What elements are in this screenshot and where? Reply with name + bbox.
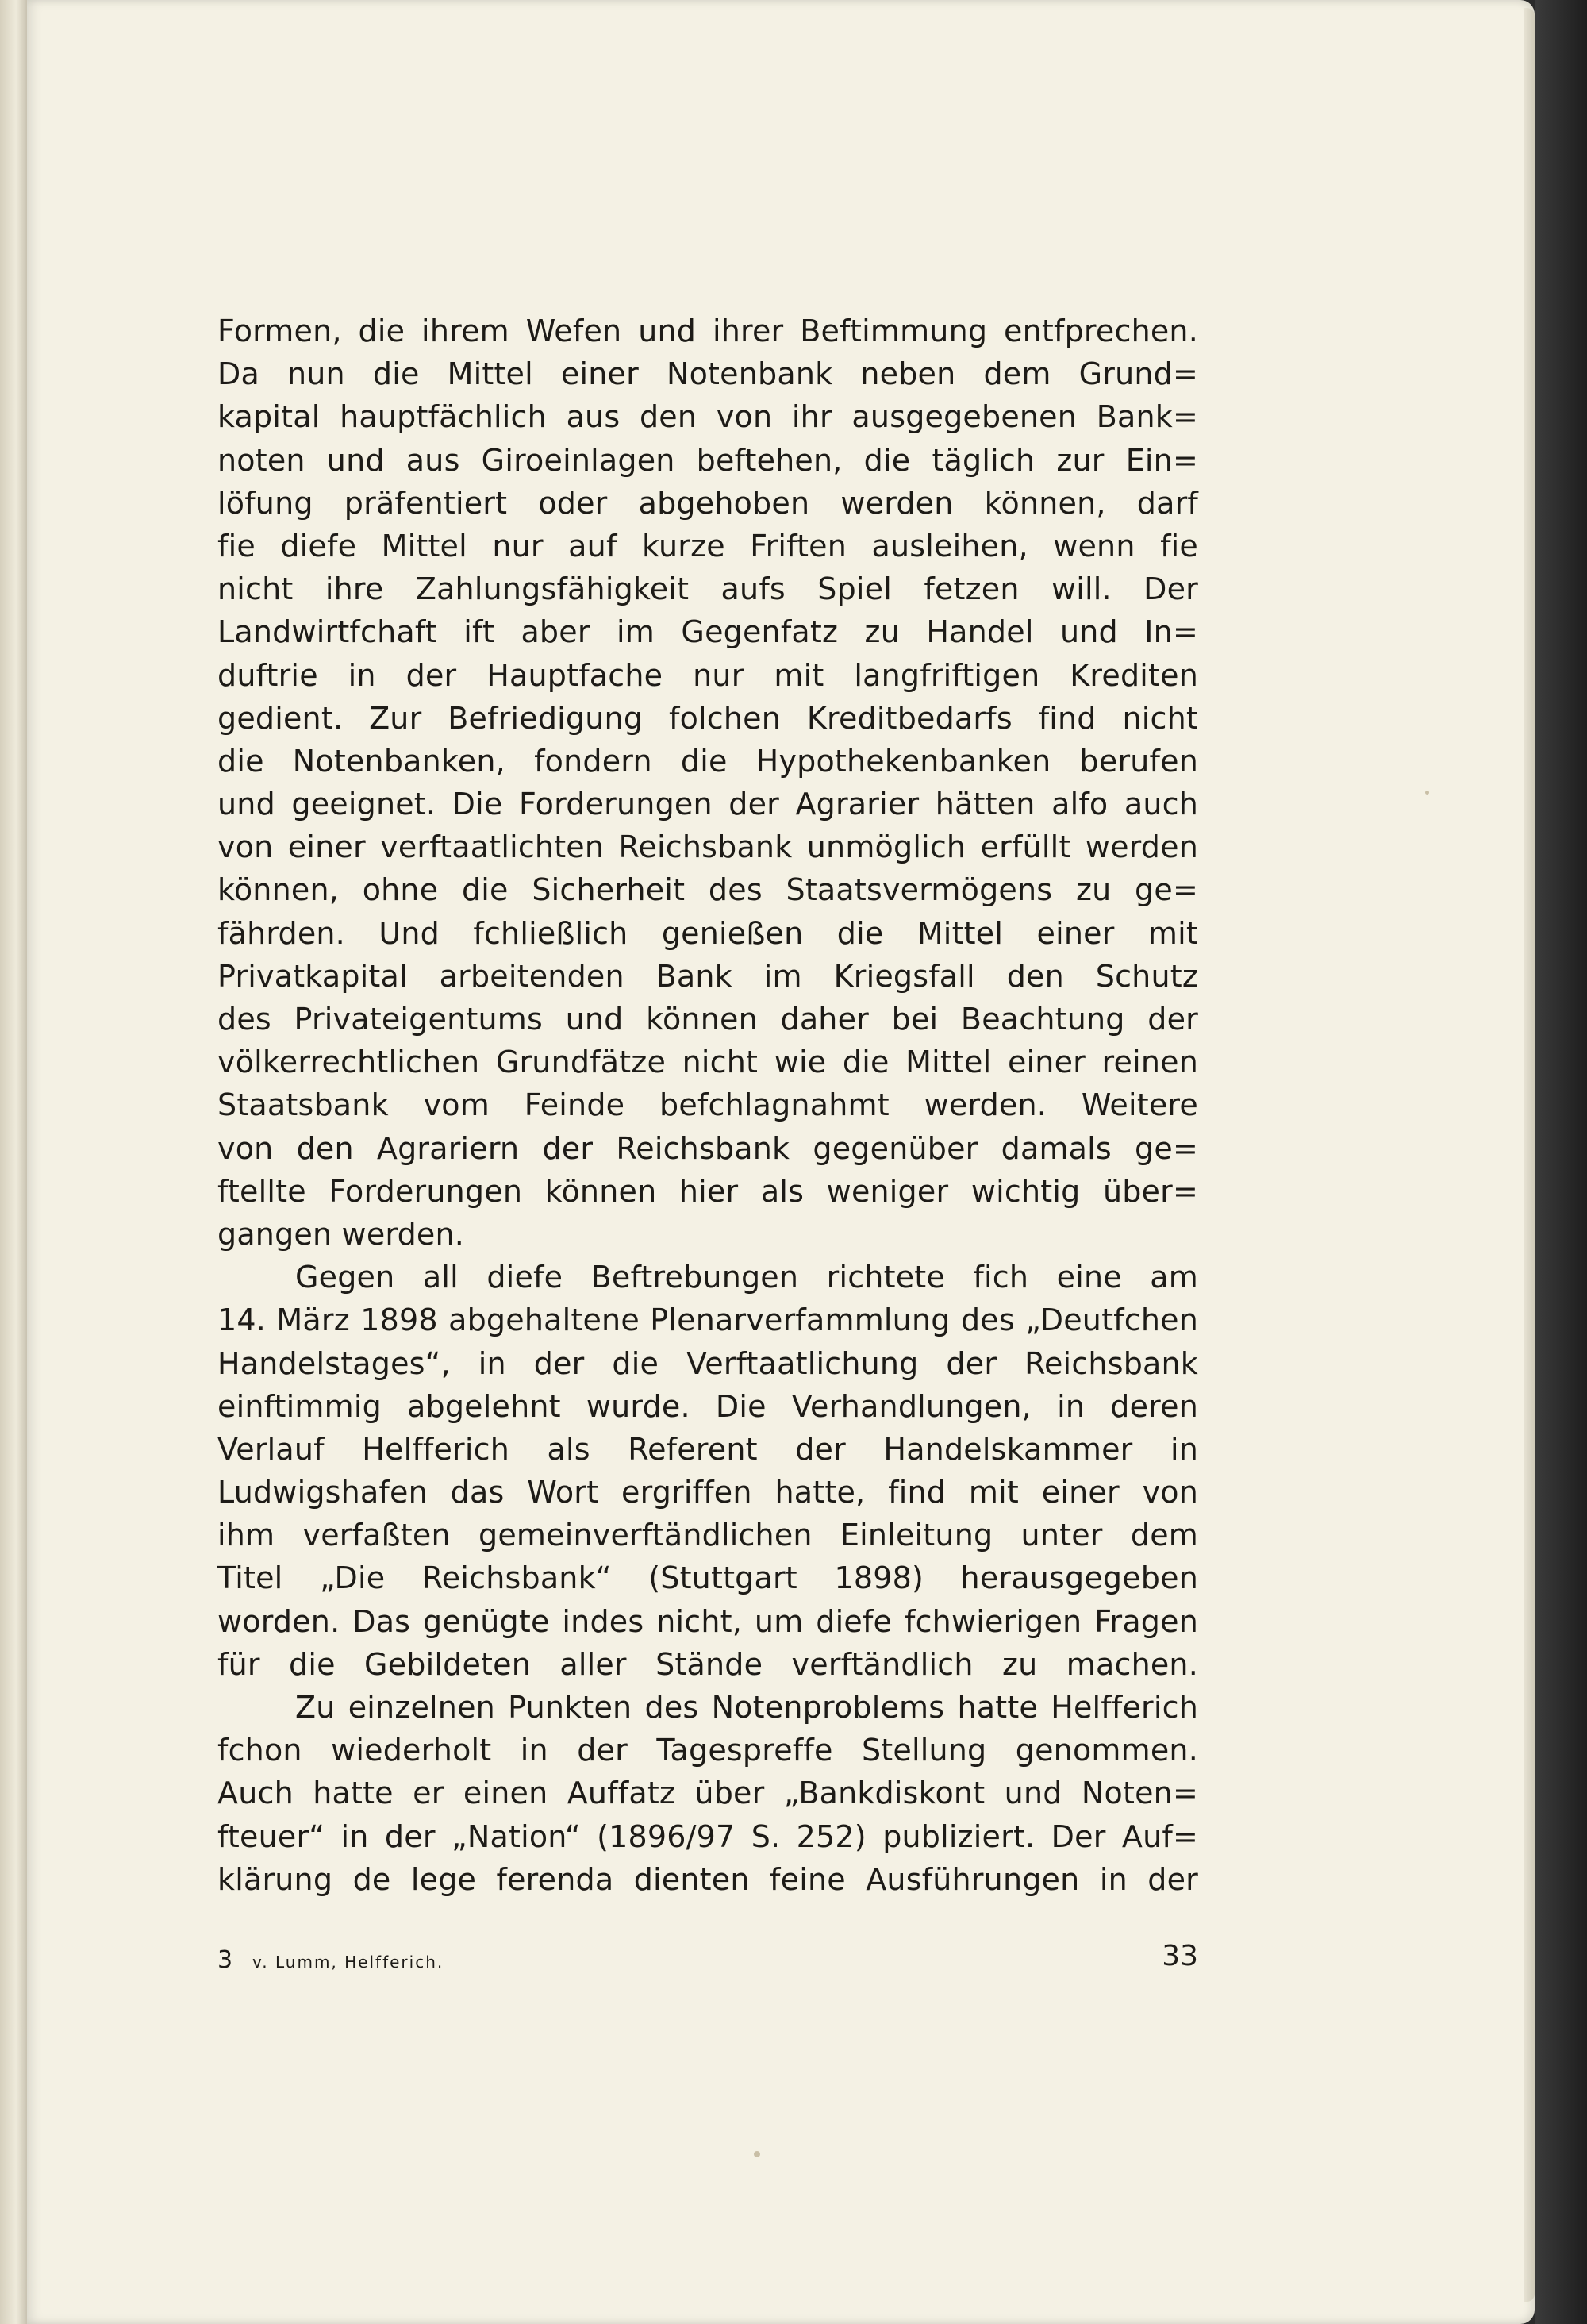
text-line: können, ohne die Sicherheit des Staatsvermögens zu ge= — [217, 872, 1198, 908]
page-fold-edge — [1524, 8, 1535, 2302]
text-line: worden. Das genügte indes nicht, um diefe fchwierigen Fragen — [217, 1603, 1198, 1639]
text-line-paragraph-end: gangen werden. — [217, 1216, 465, 1252]
text-line-paragraph-start: Zu einzelnen Punkten des Notenproblems hatte Helfferich — [295, 1690, 1198, 1725]
text-line: duftrie in der Hauptfache nur mit langfriftigen Krediten — [217, 657, 1198, 693]
text-line: gedient. Zur Befriedigung folchen Kreditbedarfs find nicht — [217, 700, 1198, 736]
text-line: einftimmig abgelehnt wurde. Die Verhandlungen, in deren — [217, 1388, 1198, 1424]
text-line: 14. März 1898 abgehaltene Plenarverfammlung des „Deutfchen — [217, 1302, 1198, 1338]
text-line-paragraph-end: für die Gebildeten aller Stände verftändlich zu machen. — [217, 1646, 1198, 1682]
page-footer — [217, 1937, 1198, 1984]
text-line: Privatkapital arbeitenden Bank im Kriegsfall den Schutz — [217, 958, 1198, 994]
text-line: Landwirtfchaft ift aber im Gegenfatz zu Handel und In= — [217, 614, 1198, 650]
text-line: ftellte Forderungen können hier als weniger wichtig über= — [217, 1173, 1198, 1209]
body-text — [217, 310, 1198, 1901]
page-number: 33 — [1162, 1940, 1198, 1972]
text-line: Staatsbank vom Feinde befchlagnahmt werden. Weitere — [217, 1087, 1198, 1123]
text-line: fchon wiederholt in der Tagespreffe Stellung genommen. — [217, 1733, 1198, 1768]
text-line-paragraph-start: Gegen all diefe Beftrebungen richtete fich eine am — [295, 1260, 1198, 1295]
text-line: völkerrechtlichen Grundfätze nicht wie die Mittel einer reinen — [217, 1045, 1198, 1080]
text-line: ihm verfaßten gemeinverftändlichen Einleitung unter dem — [217, 1518, 1198, 1553]
text-line: kapital hauptfächlich aus den von ihr ausgegebenen Bank= — [217, 399, 1198, 435]
footer-source: v. Lumm, Helfferich. — [252, 1953, 444, 1972]
text-line: nicht ihre Zahlungsfähigkeit aufs Spiel fetzen will. Der — [217, 571, 1198, 607]
scan-background-edge — [1535, 0, 1587, 2324]
text-line: des Privateigentums und können daher bei Beachtung der — [217, 1002, 1198, 1037]
text-line: Handelstages“, in der die Verftaatlichung der Reichsbank — [217, 1345, 1198, 1381]
text-line: löfung präfentiert oder abgehoben werden können, darf — [217, 485, 1198, 521]
previous-page-edge — [0, 0, 27, 2324]
text-line: und geeignet. Die Forderungen der Agrarier hätten alfo auch — [217, 787, 1198, 822]
paper-speck — [754, 2151, 760, 2157]
text-line: Da nun die Mittel einer Notenbank neben dem Grund= — [217, 356, 1198, 392]
text-line: klärung de lege ferenda dienten feine Ausführungen in der — [217, 1861, 1198, 1897]
text-line: die Notenbanken, fondern die Hypothekenbanken berufen — [217, 743, 1198, 779]
signature-mark: 3 — [217, 1946, 233, 1974]
text-line: Auch hatte er einen Auffatz über „Bankdiskont und Noten= — [217, 1776, 1198, 1811]
text-line: Ludwigshafen das Wort ergriffen hatte, find mit einer von — [217, 1475, 1198, 1510]
text-line: von einer verftaatlichten Reichsbank unmöglich erfüllt werden — [217, 829, 1198, 865]
text-line: von den Agrariern der Reichsbank gegenüber damals ge= — [217, 1130, 1198, 1166]
paper-speck — [1425, 791, 1429, 795]
text-line: Verlauf Helfferich als Referent der Handelskammer in — [217, 1431, 1198, 1467]
text-line: noten und aus Giroeinlagen beftehen, die täglich zur Ein= — [217, 442, 1198, 478]
text-line: Formen, die ihrem Wefen und ihrer Beftimmung entfprechen. — [217, 314, 1198, 348]
text-line: fie diefe Mittel nur auf kurze Friften ausleihen, wenn fie — [217, 528, 1198, 564]
text-line: fährden. Und fchließlich genießen die Mittel einer mit — [217, 915, 1198, 951]
text-line: fteuer“ in der „Nation“ (1896/97 S. 252) publiziert. Der Auf= — [217, 1818, 1198, 1854]
text-line: Titel „Die Reichsbank“ (Stuttgart 1898) herausgegeben — [217, 1560, 1198, 1596]
